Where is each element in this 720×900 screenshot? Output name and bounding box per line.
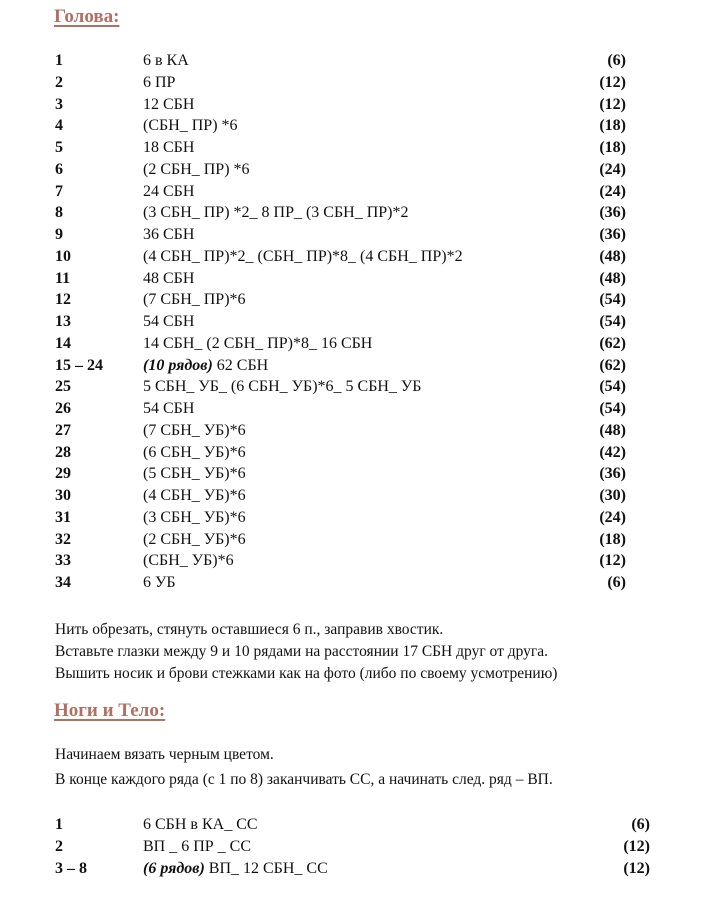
row-stitch-count: (12) <box>599 552 626 570</box>
row-number: 15 – 24 <box>55 356 103 374</box>
table-row <box>0 94 720 116</box>
row-stitch-count: (24) <box>599 508 626 526</box>
row-text: 5 СБН_ УБ_ (6 СБН_ УБ)*6_ 5 СБН_ УБ <box>143 378 422 396</box>
table-row <box>0 572 720 594</box>
row-number: 29 <box>55 465 71 483</box>
row-number: 9 <box>55 226 63 243</box>
table-row <box>0 420 720 442</box>
row-text: (6 СБН_ УБ)*6 <box>143 443 246 461</box>
row-number: 8 <box>55 204 63 222</box>
row-instruction <box>143 246 463 268</box>
row-text: 12 СБН <box>143 95 195 113</box>
row-number: 5 <box>55 139 63 156</box>
row-instruction <box>143 355 268 377</box>
row-number: 31 <box>55 508 71 526</box>
row-instruction <box>143 507 246 529</box>
row-text: ВП _ 6 ПР _ СС <box>143 838 252 855</box>
row-text: (4 СБН_ УБ)*6 <box>143 487 246 504</box>
head-note: Вышить носик и брови стежками как на фото (либо по своему усмотрению) <box>55 665 558 682</box>
row-text: (2 СБН_ ПР) *6 <box>143 160 250 178</box>
legs-body-rows-list <box>0 814 720 880</box>
table-row <box>0 463 720 485</box>
row-instruction <box>143 814 258 836</box>
section-title-head: Голова: <box>54 6 120 27</box>
row-stitch-count: (18) <box>599 117 626 135</box>
row-number: 4 <box>55 117 63 135</box>
row-instruction <box>143 137 194 159</box>
table-row <box>0 137 720 159</box>
table-row <box>0 814 720 836</box>
table-row <box>0 268 720 290</box>
row-stitch-count: (62) <box>599 334 626 352</box>
row-text: 54 СБН <box>143 400 195 417</box>
table-row <box>0 442 720 464</box>
row-number: 3 <box>55 95 63 113</box>
legs-body-intro: В конце каждого ряда (с 1 по 8) заканчивать СС, а начинать след. ряд – ВП. <box>55 771 553 788</box>
row-number: 2 <box>55 838 63 855</box>
head-note: Вставьте глазки между 9 и 10 рядами на расстоянии 17 СБН друг от друга. <box>55 643 549 660</box>
row-stitch-count: (12) <box>599 73 626 91</box>
row-instruction <box>143 311 194 333</box>
table-row <box>0 72 720 94</box>
table-row <box>0 159 720 181</box>
row-instruction <box>143 550 234 572</box>
row-instruction <box>143 463 246 485</box>
table-row <box>0 858 720 880</box>
row-number: 2 <box>55 73 63 91</box>
table-row <box>0 550 720 572</box>
row-stitch-count: (36) <box>599 226 626 243</box>
row-count-note: (10 рядов) <box>143 356 213 374</box>
row-stitch-count: (12) <box>623 838 650 855</box>
section-title-legs-body: Ноги и Тело: <box>54 700 166 721</box>
row-instruction <box>143 202 409 224</box>
row-text: (СБН_ ПР) *6 <box>143 117 238 135</box>
row-stitch-count: (30) <box>599 487 626 504</box>
row-stitch-count: (54) <box>599 378 626 396</box>
row-text: (7 СБН_ УБ)*6 <box>143 421 246 439</box>
row-instruction <box>143 529 246 551</box>
row-instruction <box>143 159 250 181</box>
row-text: (3 СБН_ УБ)*6 <box>143 508 246 526</box>
row-text: 18 СБН <box>143 139 195 156</box>
row-stitch-count: (24) <box>599 160 626 178</box>
row-number: 1 <box>55 52 63 69</box>
row-count-note: (6 рядов) <box>143 860 205 877</box>
row-text: 48 СБН <box>143 269 195 287</box>
row-text: 6 ПР <box>143 73 176 91</box>
row-stitch-count: (48) <box>599 421 626 439</box>
row-stitch-count: (18) <box>599 139 626 156</box>
row-number: 7 <box>55 182 63 200</box>
row-instruction <box>143 50 189 72</box>
row-instruction <box>143 836 251 858</box>
row-instruction <box>143 115 238 137</box>
row-stitch-count: (42) <box>599 443 626 461</box>
row-stitch-count: (54) <box>599 313 626 330</box>
row-text: 6 в КА <box>143 52 189 69</box>
row-number: 32 <box>55 530 71 548</box>
legs-body-intro: Начинаем вязать черным цветом. <box>55 746 274 763</box>
row-stitch-count: (6) <box>631 816 650 833</box>
table-row <box>0 246 720 268</box>
row-instruction <box>143 289 246 311</box>
row-number: 11 <box>55 269 71 287</box>
row-text: (2 СБН_ УБ)*6 <box>143 530 246 548</box>
row-text: (3 СБН_ ПР) *2_ 8 ПР_ (3 СБН_ ПР)*2 <box>143 204 409 222</box>
table-row <box>0 289 720 311</box>
row-instruction <box>143 376 421 398</box>
row-stitch-count: (24) <box>599 182 626 200</box>
row-instruction <box>143 224 194 246</box>
table-row <box>0 311 720 333</box>
row-instruction <box>143 72 175 94</box>
row-stitch-count: (18) <box>599 530 626 548</box>
row-text: 24 СБН <box>143 182 195 200</box>
row-text: 62 СБН <box>216 356 269 374</box>
row-number: 14 <box>55 334 71 352</box>
row-text: (СБН_ УБ)*6 <box>143 552 234 570</box>
row-text: 14 СБН_ (2 СБН_ ПР)*8_ 16 СБН <box>143 334 373 352</box>
row-number: 3 – 8 <box>55 860 87 877</box>
row-number: 6 <box>55 160 63 178</box>
row-stitch-count: (12) <box>623 860 650 877</box>
row-instruction <box>143 572 176 594</box>
row-text: 36 СБН <box>143 226 195 243</box>
table-row <box>0 50 720 72</box>
row-number: 28 <box>55 443 71 461</box>
table-row <box>0 507 720 529</box>
row-number: 26 <box>55 400 71 417</box>
table-row <box>0 224 720 246</box>
row-instruction <box>143 268 194 290</box>
table-row <box>0 202 720 224</box>
row-number: 13 <box>55 313 71 330</box>
row-stitch-count: (6) <box>607 574 626 591</box>
row-text: ВП_ 12 СБН_ СС <box>208 860 328 877</box>
table-row <box>0 115 720 137</box>
head-rows-list <box>0 50 720 594</box>
row-text: (4 СБН_ ПР)*2_ (СБН_ ПР)*8_ (4 СБН_ ПР)*2 <box>143 247 463 265</box>
table-row <box>0 398 720 420</box>
head-note: Нить обрезать, стянуть оставшиеся 6 п., заправив хвостик. <box>55 621 444 638</box>
row-stitch-count: (62) <box>599 356 626 374</box>
row-stitch-count: (48) <box>599 269 626 287</box>
table-row <box>0 376 720 398</box>
row-stitch-count: (6) <box>607 52 626 69</box>
row-instruction <box>143 442 246 464</box>
row-number: 34 <box>55 574 71 591</box>
row-text: (7 СБН_ ПР)*6 <box>143 291 246 309</box>
row-number: 10 <box>55 247 71 265</box>
row-instruction <box>143 333 372 355</box>
row-stitch-count: (48) <box>599 247 626 265</box>
row-text: (5 СБН_ УБ)*6 <box>143 465 246 483</box>
row-stitch-count: (12) <box>599 95 626 113</box>
row-instruction <box>143 398 194 420</box>
row-instruction <box>143 181 194 203</box>
table-row <box>0 836 720 858</box>
row-number: 12 <box>55 291 71 309</box>
row-number: 27 <box>55 421 71 439</box>
row-number: 25 <box>55 378 71 396</box>
row-instruction <box>143 485 246 507</box>
table-row <box>0 181 720 203</box>
row-stitch-count: (36) <box>599 204 626 222</box>
row-instruction <box>143 94 194 116</box>
table-row <box>0 355 720 377</box>
row-stitch-count: (54) <box>599 400 626 417</box>
row-instruction <box>143 420 246 442</box>
row-number: 1 <box>55 816 63 833</box>
row-text: 6 СБН в КА_ СС <box>143 816 258 833</box>
table-row <box>0 529 720 551</box>
row-instruction <box>143 858 328 880</box>
row-text: 54 СБН <box>143 313 195 330</box>
row-number: 33 <box>55 552 71 570</box>
table-row <box>0 485 720 507</box>
row-stitch-count: (36) <box>599 465 626 483</box>
row-number: 30 <box>55 487 71 504</box>
row-stitch-count: (54) <box>599 291 626 309</box>
row-text: 6 УБ <box>143 574 176 591</box>
table-row <box>0 333 720 355</box>
